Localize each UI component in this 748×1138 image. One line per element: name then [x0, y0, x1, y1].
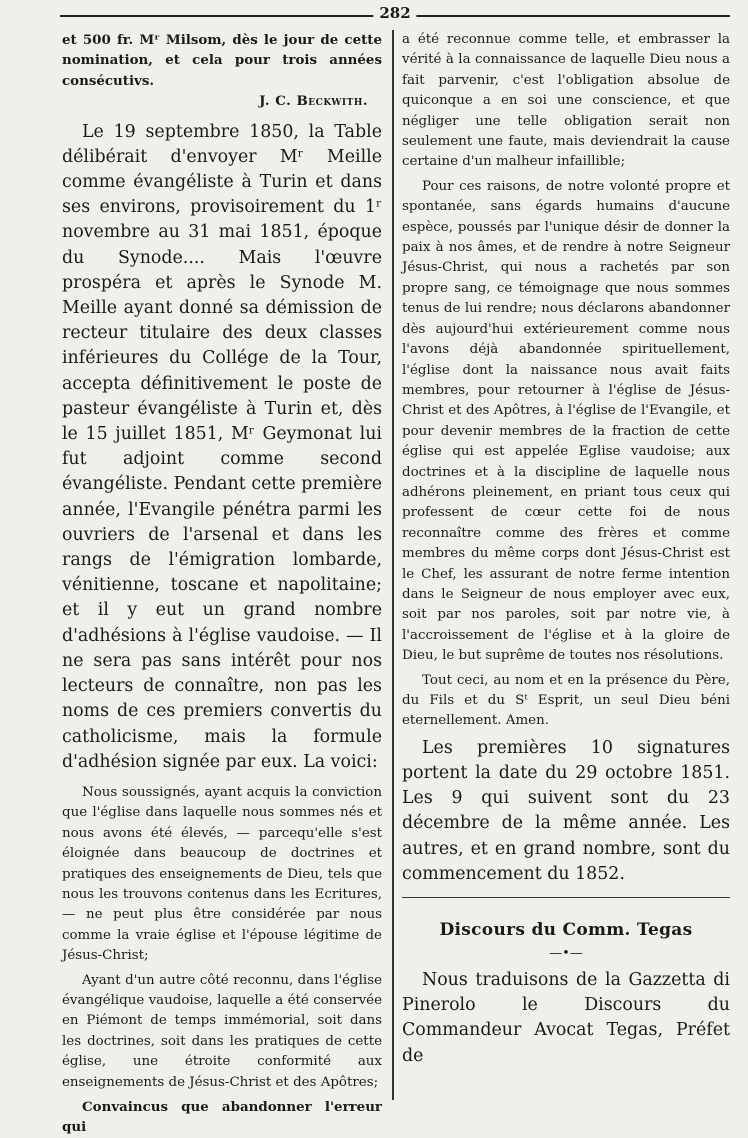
formula-continuation: a été reconnue comme telle, et embrasser la vérité à la connaissance de laquelle Dieu nous a fait parvenir, c'est l'obligation absolue de quiconque a en soi une conscience, et que négliger une telle obligation serait non seulement une faute, mais deviendrait la cause certaine d'un malheur infaillible; [402, 32, 730, 170]
section-divider [402, 897, 730, 898]
closing-paragraph: Les premières 10 signatures portent la date du 29 octobre 1851. Les 9 qui suivent sont du 23 décembre de la même année. Les autres, et en grand nombre, sont du commencement du 1852. [402, 737, 730, 884]
formula-paragraph-3: Convaincus que abandonner l'erreur qui [62, 1099, 382, 1136]
signature-line [64, 91, 382, 111]
page-header [60, 4, 730, 26]
ornament: —•— [549, 946, 583, 962]
signature: J. C. Beckwith. [259, 93, 368, 110]
formula-paragraph-5: Tout ceci, au nom et en la présence du Père, du Fils et du Sᵗ Esprit, un seul Dieu béni eternellement. Amen. [402, 672, 730, 729]
page-number: 282 [373, 4, 416, 22]
section-title: Discours du Comm. Tegas [439, 920, 693, 941]
formula-paragraph-1: Nous soussignés, ayant acquis la conviction que l'église dans laquelle nous sommes nés et nous avons été élevés, — parcequ'elle s'est éloignée dans beaucoup de doctrines et pratiques des enseignements de Dieu, tels que nous les trouvons contenus dans les Ecritures, — ne peut plus être considérée par nous comme la vraie église et l'épouse légitime de Jésus-Christ; [62, 784, 382, 964]
section-intro: Nous traduisons de la Gazzetta di Pinerolo le Discours du Commandeur Avocat Tegas, Préfet de [402, 970, 730, 1066]
left-column [62, 30, 382, 1138]
formula-paragraph-4: Pour ces raisons, de notre volonté propre et spontanée, sans égards humains d'aucune espèce, poussés par l'unique désir de donner la paix à nos âmes, et de rendre à notre Seigneur Jésus-Christ, qui nous a rachetés par son propre sang, ce témoignage que nous sommes tenus de lui rendre; nous déclarons abandonner dès aujourd'hui extérieurement comme nous l'avons déjà abandonnée spirituellement, l'église dont la naissance nous avait faits membres, pour retourner à l'église de Jésus-Christ et des Apôtres, à l'église de l'Evangile, et pour devenir membres de la fraction de cette église qui est appelée Eglise vaudoise; aux doctrines et à la discipline de laquelle nous adhérons pleinement, en priant tous ceux qui professent de cœur cette foi de nous reconnaître comme des frères et comme membres du même corps dont Jésus-Christ est le Chef, les assurant de notre ferme intention dans le Seigneur de nous employer avec eux, soit par nos paroles, soit par notre vie, à l'accroissement de l'église et à la gloire de Dieu, le but suprême de toutes nos résolutions. [402, 178, 730, 664]
main-paragraph: Le 19 septembre 1850, la Table délibérait d'envoyer Mʳ Meille comme évangéliste à Turin et dans ses environs, provisoirement du 1ʳ novembre au 31 mai 1851, époque du Synode.... Mais l'œuvre prospéra et après le Synode M. Meille ayant donné sa démission de recteur titulaire des deux classes inférieures du Collége de la Tour, accepta définitivement le poste de pasteur évangéliste à Turin et, dès le 15 juillet 1851, Mʳ Geymonat lui fut adjoint comme second évangéliste. Pendant cette première année, l'Evangile pénétra parmi les ouvriers de l'arsenal et dans les rangs de l'émigration lombarde, vénitienne, toscane et napolitaine; et il y eut un grand nombre d'adhésions à l'église vaudoise. — Il ne sera pas sans intérêt pour nos lecteurs de connaître, non pas les noms de ces premiers convertis du catholicisme, mais la formule d'adhésion signée par eux. La voici: [62, 121, 382, 772]
column-divider [392, 30, 394, 1100]
intro-text: et 500 fr. Mʳ Milsom, dès le jour de cette nomination, et cela pour trois années consécutivs. [62, 32, 382, 89]
right-column [402, 30, 730, 1069]
formula-paragraph-2: Ayant d'un autre côté reconnu, dans l'église évangélique vaudoise, laquelle a été conservée en Piémont de temps immémorial, soit dans les doctrines, soit dans les pratiques de cette église, une étroite conformité aux enseignements de Jésus-Christ et des Apôtres; [62, 972, 382, 1090]
